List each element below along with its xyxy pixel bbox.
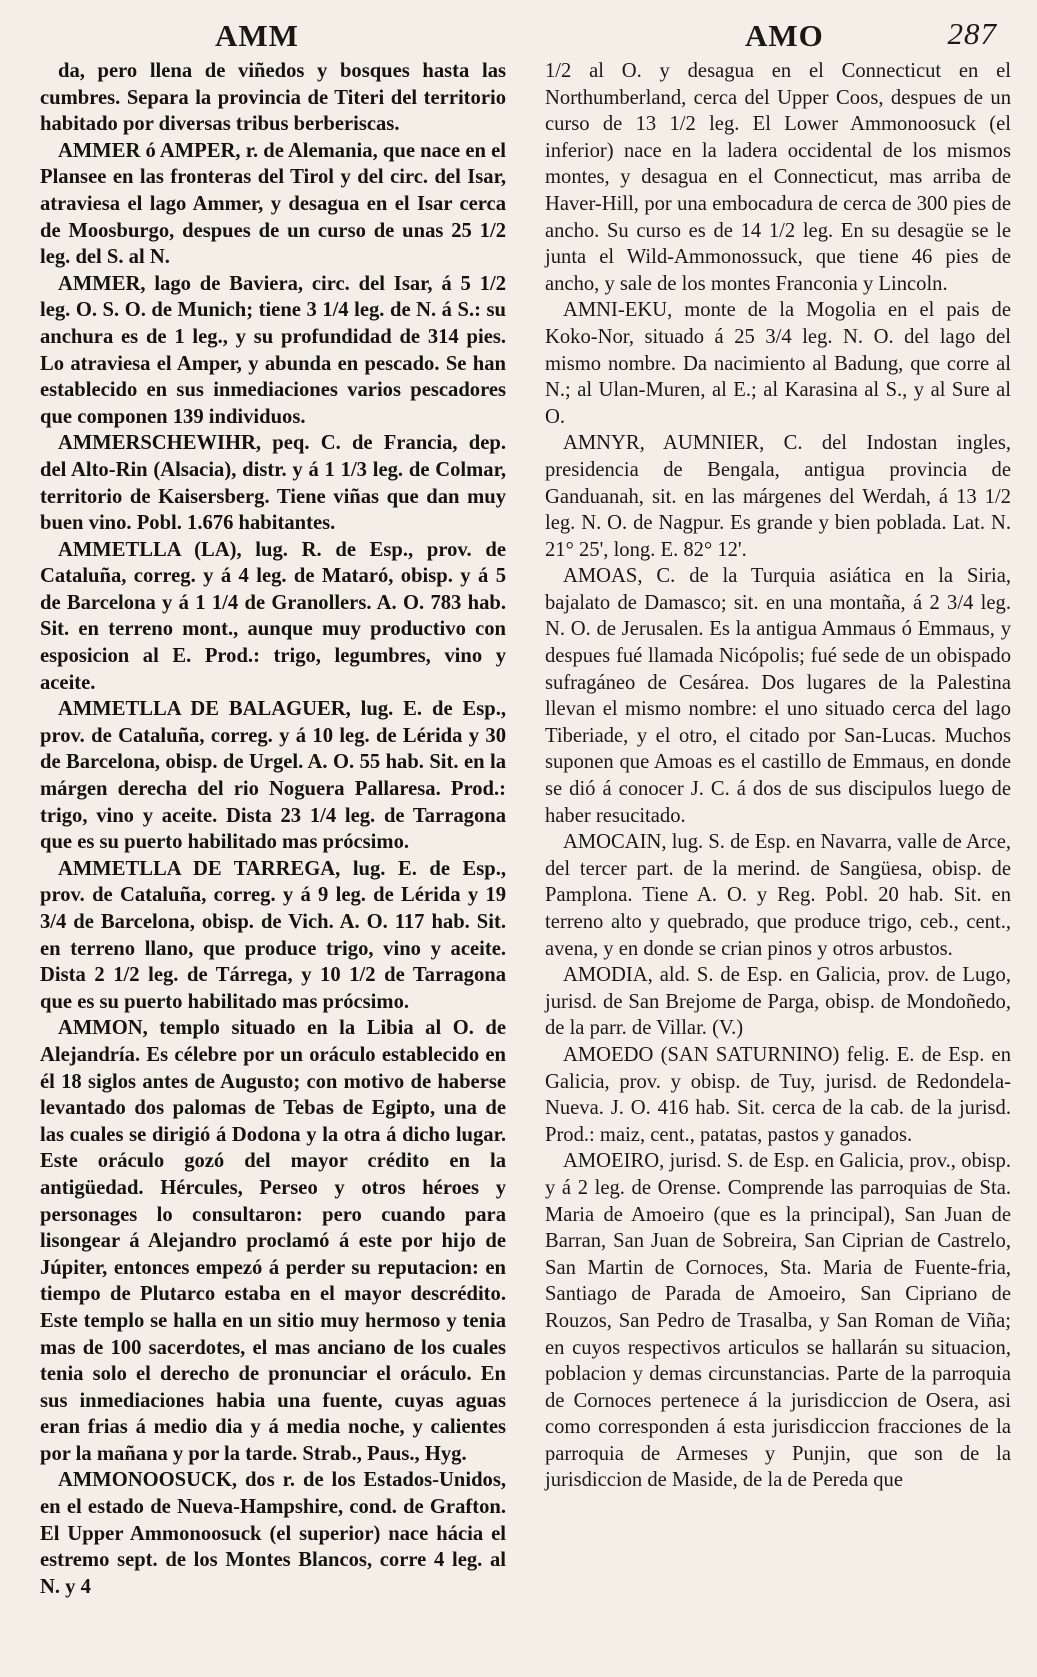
left-running-head: AMM: [215, 18, 299, 53]
entry-amoeiro: AMOEIRO, jurisd. S. de Esp. en Galicia, prov., obisp. y á 2 leg. de Orense. Comprende las parroquias de Sta. Maria de Amoeiro (que es la principal), San Juan de Barran, San Juan de Sobreira, San Ciprian de Castrelo, San Martin de Cornoces, Sta. Maria de Fuente-fria, Santiago de Parada de Amoeiro, San Cipriano de Rouzos, San Pedro de Trasalba, y San Roman de Viña; en cuyos respectivos articulos se hallarán su situacion, poblacion y demas circunstancias. Parte de la parroquia de Cornoces pertenece á la jurisdiccion de Osera, asi como corresponden á esta jurisdiccion fracciones de la parroquia de Armeses y Punjin, que son de la jurisdiccion de Maside, de la de Pereda que: [545, 1150, 1011, 1492]
page-header: [40, 18, 1011, 58]
entry-amnyr: AMNYR, AUMNIER, C. del Indostan ingles, presidencia de Bengala, antigua provincia de Ganduanah, sit. en las márgenes del Werdah, á 13 1/2 leg. N. O. de Nagpur. Es grande y bien poblada. Lat. N. 21° 25', long. E. 82° 12'.: [545, 432, 1011, 561]
entry-ammetlla-balaguer: AMMETLLA DE BALAGUER, lug. E. de Esp., prov. de Cataluña, correg. y á 10 leg. de Lérida y 30 de Barcelona, obisp. de Urgel. A. O. 55 hab. Sit. en la márgen derecha del rio Noguera Pallaresa. Prod.: trigo, vino y aceite. Dista 23 1/4 leg. de Tarragona que es su puerto habilitado mas prócsimo.: [40, 698, 506, 854]
entry-ammonoosuck-cont: 1/2 al O. y desagua en el Connecticut en el Northumberland, cerca del Upper Coos, despues de un curso de 13 1/2 leg. El Lower Ammonoosuck (el inferior) nace en la ladera occidental de los mismos montes, y desagua en el Connecticut, mas arriba de Haver-Hill, por una embocadura de cerca de 300 pies de ancho. Su curso es de 14 1/2 leg. En su desagüe se le junta el Wild-Ammonossuck, que tiene 46 pies de ancho, y sale de los montes Franconia y Lincoln.: [545, 60, 1011, 295]
entry-ammetlla-tarrega: AMMETLLA DE TARREGA, lug. E. de Esp., prov. de Cataluña, correg. y á 9 leg. de Lérida y 19 3/4 de Barcelona, obisp. de Vich. A. O. 117 hab. Sit. en terreno llano, que produce trigo, vino y aceite. Dista 2 1/2 leg. de Tárrega, y 10 1/2 de Tarragona que es su puerto habilitado mas prócsimo.: [40, 857, 506, 1013]
entry-amocain: AMOCAIN, lug. S. de Esp. en Navarra, valle de Arce, del tercer part. de la merind. de Sangüesa, obisp. de Pamplona. Tiene A. O. y Reg. Pobl. 20 hab. Sit. en terreno alto y quebrado, que produce trigo, ceb., cent., avena, y en donde se crian pinos y otros arbustos.: [545, 831, 1011, 960]
left-column: [40, 58, 506, 1600]
entry-ammetlla: AMMETLLA (LA), lug. R. de Esp., prov. de Cataluña, correg. y á 4 leg. de Mataró, obisp. y á 5 de Barcelona y á 1 1/4 de Granollers. A. O. 783 hab. Sit. en terreno mont., aunque muy productivo con esposicion al E. Prod.: trigo, legumbres, vino y aceite.: [40, 538, 506, 694]
text-columns: [40, 58, 1011, 1600]
right-column: [545, 58, 1011, 1600]
right-running-head: AMO: [745, 18, 824, 53]
entry-ammon: AMMON, templo situado en la Libia al O. de Alejandría. Es célebre por un oráculo establecido en él 18 siglos antes de Augusto; con motivo de haberse levantado dos palomas de Tebas de Egipto, una de las cuales se dirigió á Dodona y la otra á dicho lugar. Este oráculo gozó del mayor crédito en la antigüedad. Hércules, Perseo y otros héroes y personages lo consultaron: pero cuando para lisongear á Alejandro proclamó á este por hijo de Júpiter, entonces empezó á perder su reputacion: en tiempo de Plutarco estaba en el mayor descrédito. Este templo se halla en un sitio muy hermoso y tenia mas de 100 sacerdotes, el mas anciano de los cuales tenia solo el derecho de pronunciar el oráculo. En sus inmediaciones habia una fuente, cuyas aguas eran frias á medio dia y á media noche, y calientes por la mañana y por la tarde. Strab., Paus., Hyg.: [40, 1017, 506, 1465]
entry-amni-eku: AMNI-EKU, monte de la Mogolia en el pais de Koko-Nor, situado á 25 3/4 leg. N. O. del lago del mismo nombre. Da nacimiento al Badung, que corre al N.; al Ulan-Muren, al E.; al Karasina al S., y al Sure al O.: [545, 299, 1011, 428]
entry-amoas: AMOAS, C. de la Turquia asiática en la Siria, bajalato de Damasco; sit. en una montaña, á 2 3/4 leg. N. O. de Jerusalen. Es la antigua Ammaus ó Emmaus, y despues fué llamada Nicópolis; fué sede de un obispado sufragáneo de Cesárea. Dos lugares de la Palestina llevan el mismo nombre: el uno situado cerca del lago Tiberiade, y el otro, el citado por San-Lucas. Muchos suponen que Amoas es el castillo de Emmaus, en donde se dió á conocer J. C. á dos de sus discipulos luego de haber resucitado.: [545, 565, 1011, 827]
page-number: 287: [947, 16, 997, 51]
entry-amoedo: AMOEDO (SAN SATURNINO) felig. E. de Esp. en Galicia, prov. y obisp. de Tuy, jurisd. de Redondela-Nueva. J. O. 416 hab. Sit. cerca de la cab. de la jurisd. Prod.: maiz, cent., patatas, pastos y ganados.: [545, 1043, 1011, 1146]
entry-ammerschewihr: AMMERSCHEWIHR, peq. C. de Francia, dep. del Alto-Rin (Alsacia), distr. y á 1 1/3 leg. de Colmar, territorio de Kaisersberg. Tiene viñas que dan muy buen vino. Pobl. 1.676 habitantes.: [40, 432, 506, 535]
entry-ammer-river: AMMER ó AMPER, r. de Alemania, que nace en el Plansee en las fronteras del Tirol y del circ. del Isar, atraviesa el lago Ammer, y desagua en el Isar cerca de Moosburgo, despues de un curso de unas 25 1/2 leg. del S. al N.: [40, 139, 506, 269]
entry-ammonoosuck: AMMONOOSUCK, dos r. de los Estados-Unidos, en el estado de Nueva-Hampshire, cond. de Grafton. El Upper Ammonoosuck (el superior) nace hácia el estremo sept. de los Montes Blancos, corre 4 leg. al N. y 4: [40, 1469, 506, 1598]
entry-ammer-lake: AMMER, lago de Baviera, circ. del Isar, á 5 1/2 leg. O. S. O. de Munich; tiene 3 1/4 leg. de N. á S.: su anchura es de 1 leg., y su profundidad de 314 pies. Lo atraviesa el Amper, y abunda en pescado. Se han establecido en sus inmediaciones varios pescadores que componen 139 individuos.: [40, 272, 506, 428]
entry-amodia: AMODIA, ald. S. de Esp. en Galicia, prov. de Lugo, jurisd. de San Brejome de Parga, obisp. de Mondoñedo, de la parr. de Villar. (V.): [545, 964, 1011, 1040]
entry-berberiscas: da, pero llena de viñedos y bosques hasta las cumbres. Separa la provincia de Titeri del territorio habitado por diversas tribus berberiscas.: [40, 60, 506, 136]
